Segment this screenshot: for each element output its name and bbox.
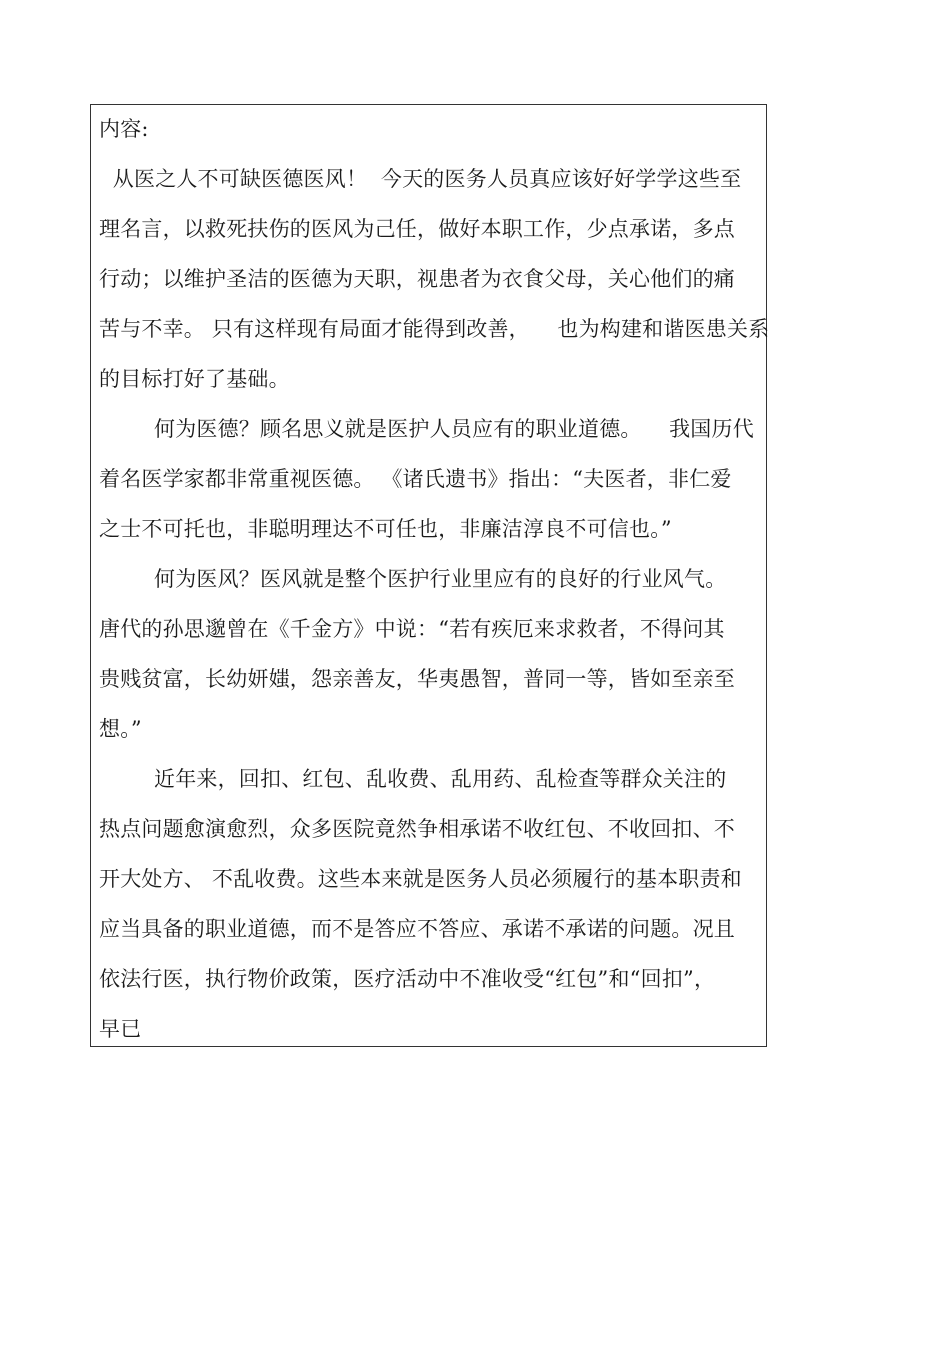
content-label: 内容: <box>99 117 149 141</box>
text-line: 着名医学家都非常重视医德。 《诸氏遗书》指出：“夫医者，非仁爱 <box>99 467 732 491</box>
text-line: 苦与不幸。 只有这样现有局面才能得到改善， 也为构建和谐医患关系 <box>99 317 770 341</box>
text-line: 应当具备的职业道德，而不是答应不答应、承诺不承诺的问题。况且 <box>99 917 735 941</box>
text-line: 何为医风？医风就是整个医护行业里应有的良好的行业风气。 <box>99 567 727 591</box>
text-line: 开大处方、 不乱收费。这些本来就是医务人员必须履行的基本职责和 <box>99 867 742 891</box>
text-line: 之士不可托也，非聪明理达不可任也，非廉洁淳良不可信也。” <box>99 517 672 541</box>
text-line: 近年来，回扣、红包、乱收费、乱用药、乱检查等群众关注的 <box>99 767 727 791</box>
text-line: 何为医德？顾名思义就是医护人员应有的职业道德。 我国历代 <box>99 417 754 441</box>
text-line: 贵贱贫富，长幼妍媸，怨亲善友，华夷愚智，普同一等，皆如至亲至 <box>99 667 735 691</box>
text-line: 的目标打好了基础。 <box>99 367 290 391</box>
text-line: 理名言，以救死扶伤的医风为己任，做好本职工作，少点承诺，多点 <box>99 217 735 241</box>
text-line: 想。” <box>99 717 142 741</box>
text-line: 行动；以维护圣洁的医德为天职，视患者为衣食父母，关心他们的痛 <box>99 267 735 291</box>
text-line: 热点问题愈演愈烈，众多医院竟然争相承诺不收红包、不收回扣、不 <box>99 817 735 841</box>
text-line: 唐代的孙思邈曾在《千金方》中说：“若有疾厄来求救者，不得问其 <box>99 617 725 641</box>
text-line: 从医之人不可缺医德医风！ 今天的医务人员真应该好好学学这些至 <box>99 167 742 191</box>
content-box <box>90 104 770 1047</box>
text-line: 依法行医，执行物价政策，医疗活动中不准收受“红包”和“回扣”， <box>99 967 716 991</box>
text-line: 早已 <box>99 1017 142 1041</box>
